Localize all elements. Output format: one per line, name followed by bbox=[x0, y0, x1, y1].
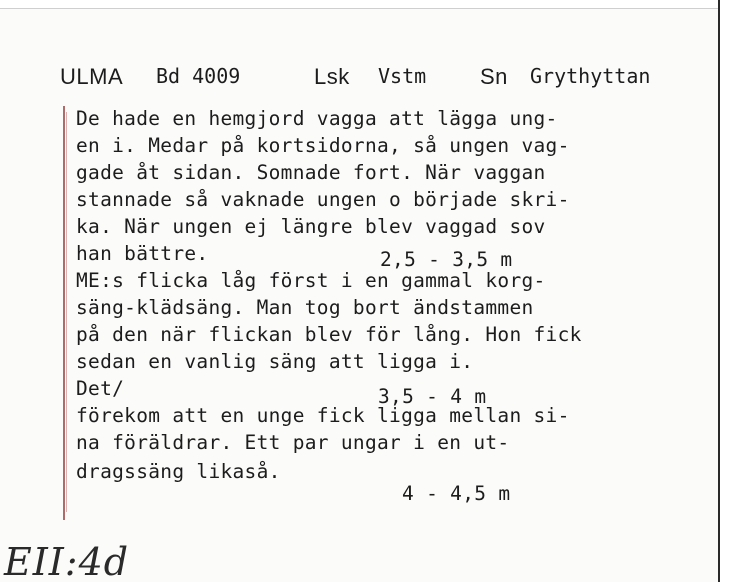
text-line: säng-klädsäng. Man tog bort ändstammen bbox=[76, 296, 534, 319]
text-line: förekom att en unge fick ligga mellan si- bbox=[76, 404, 570, 427]
card-right-edge bbox=[718, 0, 731, 582]
text-line: Det/ bbox=[76, 377, 125, 400]
handwritten-classification-code: EII:4d bbox=[4, 540, 130, 584]
card-header bbox=[60, 64, 680, 98]
text-line: ka. När ungen ej längre blev vaggad sov bbox=[76, 215, 546, 238]
text-line: ME:s flicka låg först i en gammal korg- bbox=[76, 269, 546, 292]
text-line: han bättre. bbox=[76, 242, 209, 265]
text-line: på den när flickan blev för lång. Hon fick bbox=[76, 323, 582, 346]
text-line: sedan en vanlig säng att ligga i. bbox=[76, 350, 474, 373]
margin-rule bbox=[63, 106, 65, 520]
text-line: dragssäng likaså. bbox=[76, 460, 281, 483]
landskap-label: Lsk bbox=[314, 64, 350, 89]
text-line: na föräldrar. Ett par ungar i en ut- bbox=[76, 431, 510, 454]
text-line: De hade en hemgjord vagga att lägga ung- bbox=[76, 107, 558, 130]
height-measure: 4 - 4,5 m bbox=[402, 482, 511, 505]
height-measure: 2,5 - 3,5 m bbox=[380, 248, 513, 271]
height-measure: 3,5 - 4 m bbox=[378, 385, 487, 408]
volume-number: Bd 4009 bbox=[156, 64, 241, 88]
text-line: stannade så vaknade ungen o började skri- bbox=[76, 188, 570, 211]
margin-rule-inner bbox=[66, 112, 67, 512]
archive-name: ULMA bbox=[60, 64, 124, 89]
socken-value: Grythyttan bbox=[530, 64, 651, 88]
landskap-value: Vstm bbox=[378, 64, 427, 88]
card-top-edge bbox=[0, 0, 731, 9]
text-line: en i. Medar på kortsidorna, så ungen vag- bbox=[76, 134, 570, 157]
socken-label: Sn bbox=[480, 64, 508, 89]
text-line: gade åt sidan. Somnade fort. När vaggan bbox=[76, 161, 546, 184]
